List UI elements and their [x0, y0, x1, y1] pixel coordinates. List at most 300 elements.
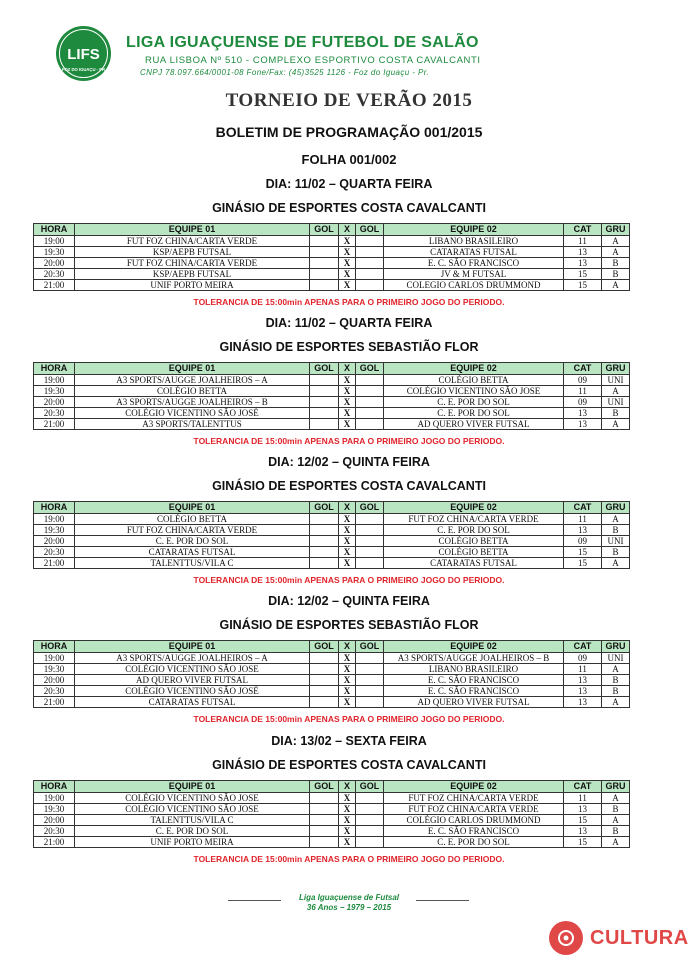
versus-mark: X [339, 558, 356, 569]
versus-mark: X [339, 408, 356, 419]
category: 15 [564, 280, 602, 291]
home-goals [310, 547, 339, 558]
column-header-gru: GRU [602, 363, 630, 375]
day-heading: DIA: 12/02 – QUINTA FEIRA [268, 455, 430, 469]
home-goals [310, 269, 339, 280]
table-row [34, 697, 630, 708]
home-goals [310, 419, 339, 430]
versus-mark: X [339, 675, 356, 686]
game-time: 21:00 [34, 558, 75, 569]
column-header-equipe1: EQUIPE 01 [75, 363, 310, 375]
game-time: 20:00 [34, 258, 75, 269]
game-time: 21:00 [34, 837, 75, 848]
category: 11 [564, 514, 602, 525]
away-team: E. C. SÃO FRANCISCO [384, 686, 564, 697]
group: A [602, 386, 630, 397]
game-time: 20:00 [34, 815, 75, 826]
away-goals [356, 664, 384, 675]
versus-mark: X [339, 269, 356, 280]
category: 09 [564, 375, 602, 386]
game-time: 19:30 [34, 386, 75, 397]
away-goals [356, 247, 384, 258]
away-team: CATARATAS FUTSAL [384, 247, 564, 258]
group: B [602, 826, 630, 837]
game-time: 21:00 [34, 697, 75, 708]
home-team: UNIF PORTO MEIRA [75, 837, 310, 848]
column-header-gru: GRU [602, 224, 630, 236]
schedule-table [33, 223, 630, 291]
column-header-gol1: GOL [310, 224, 339, 236]
category: 11 [564, 664, 602, 675]
column-header-x: X [339, 224, 356, 236]
table-row [34, 525, 630, 536]
versus-mark: X [339, 419, 356, 430]
table-row [34, 375, 630, 386]
tournament-title: TORNEIO DE VERÃO 2015 [225, 90, 473, 111]
logo-subtext: FOZ DO IGUAÇU - PR [61, 67, 106, 72]
home-team: TALENTTUS/VILA C [75, 558, 310, 569]
group: UNI [602, 375, 630, 386]
versus-mark: X [339, 236, 356, 247]
table-row [34, 269, 630, 280]
versus-mark: X [339, 514, 356, 525]
home-team: CATARATAS FUTSAL [75, 547, 310, 558]
versus-mark: X [339, 664, 356, 675]
home-team: C. E. POR DO SOL [75, 826, 310, 837]
home-team: A3 SPORTS/TALENTTUS [75, 419, 310, 430]
home-goals [310, 664, 339, 675]
sheet-number: FOLHA 001/002 [301, 152, 397, 167]
home-goals [310, 815, 339, 826]
column-header-equipe2: EQUIPE 02 [384, 641, 564, 653]
home-team: UNIF PORTO MEIRA [75, 280, 310, 291]
column-header-equipe1: EQUIPE 01 [75, 224, 310, 236]
watermark-text: CULTURA [590, 926, 689, 949]
group: A [602, 236, 630, 247]
away-goals [356, 419, 384, 430]
game-time: 19:30 [34, 525, 75, 536]
column-header-gol1: GOL [310, 502, 339, 514]
away-team: AD QUERO VIVER FUTSAL [384, 419, 564, 430]
game-time: 21:00 [34, 280, 75, 291]
column-header-gol2: GOL [356, 224, 384, 236]
versus-mark: X [339, 375, 356, 386]
home-team: C. E. POR DO SOL [75, 536, 310, 547]
game-time: 19:00 [34, 653, 75, 664]
category: 15 [564, 558, 602, 569]
versus-mark: X [339, 247, 356, 258]
versus-mark: X [339, 686, 356, 697]
group: A [602, 247, 630, 258]
category: 15 [564, 815, 602, 826]
home-goals [310, 280, 339, 291]
game-time: 19:30 [34, 664, 75, 675]
category: 13 [564, 675, 602, 686]
away-team: C. E. POR DO SOL [384, 837, 564, 848]
away-goals [356, 397, 384, 408]
column-header-x: X [339, 502, 356, 514]
game-time: 19:00 [34, 793, 75, 804]
game-time: 20:00 [34, 397, 75, 408]
home-team: COLÉGIO VICENTINO SÃO JOSE [75, 804, 310, 815]
tolerance-note: TOLERANCIA DE 15:00min APENAS PARA O PRIMEIRO JOGO DO PERIODO. [193, 436, 505, 446]
table-header-row [34, 781, 630, 793]
logo-text: LIFS [67, 46, 100, 63]
column-header-equipe2: EQUIPE 02 [384, 502, 564, 514]
home-team: COLÉGIO BETTA [75, 514, 310, 525]
category: 13 [564, 697, 602, 708]
home-goals [310, 804, 339, 815]
table-row [34, 514, 630, 525]
group: B [602, 547, 630, 558]
tolerance-note: TOLERANCIA DE 15:00min APENAS PARA O PRIMEIRO JOGO DO PERIODO. [193, 714, 505, 724]
away-goals [356, 408, 384, 419]
versus-mark: X [339, 536, 356, 547]
away-goals [356, 280, 384, 291]
table-row [34, 837, 630, 848]
home-goals [310, 675, 339, 686]
group: UNI [602, 653, 630, 664]
tolerance-note: TOLERANCIA DE 15:00min APENAS PARA O PRIMEIRO JOGO DO PERIODO. [193, 297, 505, 307]
versus-mark: X [339, 653, 356, 664]
table-row [34, 664, 630, 675]
column-header-hora: HORA [34, 363, 75, 375]
tolerance-note: TOLERANCIA DE 15:00min APENAS PARA O PRIMEIRO JOGO DO PERIODO. [193, 854, 505, 864]
game-time: 19:30 [34, 804, 75, 815]
home-team: FUT FOZ CHINA/CARTA VERDE [75, 236, 310, 247]
home-team: A3 SPORTS/AUGGE JOALHEIROS – B [75, 397, 310, 408]
home-team: COLÉGIO VICENTINO SÃO JOSE [75, 793, 310, 804]
home-team: COLÉGIO VICENTINO SÃO JOSE [75, 664, 310, 675]
venue-heading: GINÁSIO DE ESPORTES COSTA CAVALCANTI [212, 201, 486, 215]
versus-mark: X [339, 386, 356, 397]
away-team: E. C. SÃO FRANCISCO [384, 826, 564, 837]
group: A [602, 697, 630, 708]
away-team: FUT FOZ CHINA/CARTA VERDE [384, 793, 564, 804]
group: B [602, 269, 630, 280]
column-header-gru: GRU [602, 781, 630, 793]
versus-mark: X [339, 280, 356, 291]
table-row [34, 804, 630, 815]
group: A [602, 514, 630, 525]
table-row [34, 247, 630, 258]
group: B [602, 804, 630, 815]
home-team: FUT FOZ CHINA/CARTA VERDE [75, 525, 310, 536]
versus-mark: X [339, 815, 356, 826]
category: 09 [564, 536, 602, 547]
away-team: LIBANO BRASILEIRO [384, 236, 564, 247]
away-team: CATARATAS FUTSAL [384, 558, 564, 569]
versus-mark: X [339, 547, 356, 558]
column-header-x: X [339, 781, 356, 793]
group: A [602, 837, 630, 848]
group: B [602, 408, 630, 419]
footer-league: Liga Iguaçuense de Futsal [298, 893, 400, 902]
home-goals [310, 536, 339, 547]
column-header-x: X [339, 363, 356, 375]
column-header-hora: HORA [34, 224, 75, 236]
table-row [34, 675, 630, 686]
away-goals [356, 675, 384, 686]
column-header-gol2: GOL [356, 363, 384, 375]
day-heading: DIA: 13/02 – SEXTA FEIRA [271, 734, 427, 748]
home-team: KSP/AEPB FUTSAL [75, 269, 310, 280]
group: A [602, 280, 630, 291]
category: 11 [564, 793, 602, 804]
away-team: C. E. POR DO SOL [384, 408, 564, 419]
table-row [34, 653, 630, 664]
table-row [34, 547, 630, 558]
table-row [34, 236, 630, 247]
game-time: 20:30 [34, 686, 75, 697]
home-goals [310, 525, 339, 536]
away-goals [356, 258, 384, 269]
column-header-gol2: GOL [356, 641, 384, 653]
league-logo [55, 25, 112, 82]
away-team: FUT FOZ CHINA/CARTA VERDE [384, 804, 564, 815]
table-row [34, 397, 630, 408]
versus-mark: X [339, 258, 356, 269]
away-team: E. C. SÃO FRANCISCO [384, 258, 564, 269]
table-row [34, 558, 630, 569]
category: 09 [564, 653, 602, 664]
game-time: 20:30 [34, 269, 75, 280]
away-team: LIBANO BRASILEIRO [384, 664, 564, 675]
away-team: C. E. POR DO SOL [384, 525, 564, 536]
game-time: 20:30 [34, 826, 75, 837]
away-team: COLÉGIO BETTA [384, 536, 564, 547]
home-team: CATARATAS FUTSAL [75, 697, 310, 708]
venue-heading: GINÁSIO DE ESPORTES COSTA CAVALCANTI [212, 479, 486, 493]
group: B [602, 258, 630, 269]
away-team: FUT FOZ CHINA/CARTA VERDE [384, 514, 564, 525]
column-header-gru: GRU [602, 641, 630, 653]
column-header-equipe1: EQUIPE 01 [75, 781, 310, 793]
column-header-gol1: GOL [310, 363, 339, 375]
away-goals [356, 697, 384, 708]
group: A [602, 419, 630, 430]
away-team: AD QUERO VIVER FUTSAL [384, 697, 564, 708]
versus-mark: X [339, 697, 356, 708]
column-header-hora: HORA [34, 641, 75, 653]
away-goals [356, 386, 384, 397]
game-time: 20:30 [34, 408, 75, 419]
schedule-table [33, 780, 630, 848]
home-goals [310, 826, 339, 837]
game-time: 21:00 [34, 419, 75, 430]
away-goals [356, 525, 384, 536]
table-row [34, 280, 630, 291]
cultura-watermark [549, 921, 689, 955]
group: A [602, 558, 630, 569]
away-team: COLÉGIO BETTA [384, 547, 564, 558]
venue-heading: GINÁSIO DE ESPORTES COSTA CAVALCANTI [212, 758, 486, 772]
table-row [34, 826, 630, 837]
group: B [602, 525, 630, 536]
league-address: RUA LISBOA Nº 510 - COMPLEXO ESPORTIVO COSTA CAVALCANTI [145, 55, 481, 66]
away-goals [356, 815, 384, 826]
home-goals [310, 247, 339, 258]
category: 13 [564, 419, 602, 430]
tolerance-note: TOLERANCIA DE 15:00min APENAS PARA O PRIMEIRO JOGO DO PERIODO. [193, 575, 505, 585]
away-team: JV & M FUTSAL [384, 269, 564, 280]
column-header-equipe1: EQUIPE 01 [75, 502, 310, 514]
table-row [34, 815, 630, 826]
home-goals [310, 837, 339, 848]
away-team: COLÉGIO BETTA [384, 375, 564, 386]
home-goals [310, 386, 339, 397]
home-goals [310, 793, 339, 804]
day-heading: DIA: 11/02 – QUARTA FEIRA [265, 316, 433, 330]
schedule-table [33, 640, 630, 708]
group: B [602, 675, 630, 686]
table-row [34, 386, 630, 397]
column-header-hora: HORA [34, 502, 75, 514]
away-team: COLEGIO CARLOS DRUMMOND [384, 280, 564, 291]
home-team: COLÉGIO VICENTINO SÃO JOSÉ [75, 686, 310, 697]
venue-heading: GINÁSIO DE ESPORTES SEBASTIÃO FLOR [219, 618, 479, 632]
away-team: E. C. SÃO FRANCISCO [384, 675, 564, 686]
home-goals [310, 697, 339, 708]
column-header-gol1: GOL [310, 641, 339, 653]
away-team: COLÉGIO VICENTINO SÃO JOSE [384, 386, 564, 397]
category: 13 [564, 258, 602, 269]
group: A [602, 664, 630, 675]
category: 13 [564, 686, 602, 697]
column-header-gol2: GOL [356, 502, 384, 514]
table-header-row [34, 224, 630, 236]
home-team: COLÉGIO VICENTINO SÃO JOSÉ [75, 408, 310, 419]
cultura-logo-icon [549, 921, 583, 955]
column-header-cat: CAT [564, 224, 602, 236]
away-goals [356, 547, 384, 558]
home-team: A3 SPORTS/AUGGE JOALHEIROS – A [75, 653, 310, 664]
versus-mark: X [339, 793, 356, 804]
home-team: TALENTTUS/VILA C [75, 815, 310, 826]
table-header-row [34, 641, 630, 653]
away-goals [356, 514, 384, 525]
column-header-equipe2: EQUIPE 02 [384, 224, 564, 236]
category: 13 [564, 826, 602, 837]
home-goals [310, 236, 339, 247]
column-header-x: X [339, 641, 356, 653]
home-team: FUT FOZ CHINA/CARTA VERDE [75, 258, 310, 269]
game-time: 19:30 [34, 247, 75, 258]
home-team: COLÉGIO BETTA [75, 386, 310, 397]
versus-mark: X [339, 826, 356, 837]
game-time: 19:00 [34, 375, 75, 386]
home-team: A3 SPORTS/AUGGE JOALHEIROS – A [75, 375, 310, 386]
table-row [34, 419, 630, 430]
group: A [602, 793, 630, 804]
bulletin-title: BOLETIM DE PROGRAMAÇÃO 001/2015 [215, 124, 483, 140]
game-time: 20:00 [34, 536, 75, 547]
schedule-table [33, 501, 630, 569]
column-header-cat: CAT [564, 781, 602, 793]
away-goals [356, 536, 384, 547]
home-goals [310, 514, 339, 525]
versus-mark: X [339, 397, 356, 408]
column-header-gru: GRU [602, 502, 630, 514]
day-heading: DIA: 11/02 – QUARTA FEIRA [265, 177, 433, 191]
versus-mark: X [339, 804, 356, 815]
group: A [602, 815, 630, 826]
footer-years: 36 Anos – 1979 – 2015 [306, 903, 392, 912]
category: 11 [564, 236, 602, 247]
away-goals [356, 236, 384, 247]
table-row [34, 686, 630, 697]
versus-mark: X [339, 837, 356, 848]
league-contact: CNPJ 78.097.664/0001-08 Fone/Fax: (45)3525 1126 - Foz do Iguaçu - Pr. [140, 68, 430, 77]
table-row [34, 258, 630, 269]
game-time: 19:00 [34, 236, 75, 247]
table-row [34, 408, 630, 419]
away-goals [356, 653, 384, 664]
away-goals [356, 804, 384, 815]
group: B [602, 686, 630, 697]
game-time: 20:00 [34, 675, 75, 686]
table-row [34, 536, 630, 547]
away-team: A3 SPORTS/AUGGE JOALHEIROS – B [384, 653, 564, 664]
venue-heading: GINÁSIO DE ESPORTES SEBASTIÃO FLOR [219, 340, 479, 354]
home-team: KSP/AEPB FUTSAL [75, 247, 310, 258]
category: 15 [564, 269, 602, 280]
away-team: C. E. POR DO SOL [384, 397, 564, 408]
table-header-row [34, 363, 630, 375]
column-header-hora: HORA [34, 781, 75, 793]
column-header-gol1: GOL [310, 781, 339, 793]
column-header-equipe1: EQUIPE 01 [75, 641, 310, 653]
group: UNI [602, 397, 630, 408]
category: 15 [564, 837, 602, 848]
away-goals [356, 793, 384, 804]
game-time: 19:00 [34, 514, 75, 525]
category: 13 [564, 247, 602, 258]
table-header-row [34, 502, 630, 514]
home-goals [310, 558, 339, 569]
away-goals [356, 837, 384, 848]
home-goals [310, 258, 339, 269]
column-header-equipe2: EQUIPE 02 [384, 363, 564, 375]
group: UNI [602, 536, 630, 547]
table-row [34, 793, 630, 804]
column-header-gol2: GOL [356, 781, 384, 793]
league-name: LIGA IGUAÇUENSE DE FUTEBOL DE SALÃO [126, 34, 479, 51]
category: 13 [564, 804, 602, 815]
column-header-equipe2: EQUIPE 02 [384, 781, 564, 793]
game-time: 20:30 [34, 547, 75, 558]
home-goals [310, 397, 339, 408]
category: 09 [564, 397, 602, 408]
home-goals [310, 686, 339, 697]
away-goals [356, 558, 384, 569]
column-header-cat: CAT [564, 641, 602, 653]
category: 15 [564, 547, 602, 558]
away-goals [356, 826, 384, 837]
day-heading: DIA: 12/02 – QUINTA FEIRA [268, 594, 430, 608]
home-goals [310, 653, 339, 664]
schedule-table [33, 362, 630, 430]
category: 13 [564, 525, 602, 536]
away-goals [356, 686, 384, 697]
away-goals [356, 269, 384, 280]
away-team: COLÉGIO CARLOS DRUMMOND [384, 815, 564, 826]
home-goals [310, 375, 339, 386]
away-goals [356, 375, 384, 386]
home-team: AD QUERO VIVER FUTSAL [75, 675, 310, 686]
home-goals [310, 408, 339, 419]
column-header-cat: CAT [564, 502, 602, 514]
